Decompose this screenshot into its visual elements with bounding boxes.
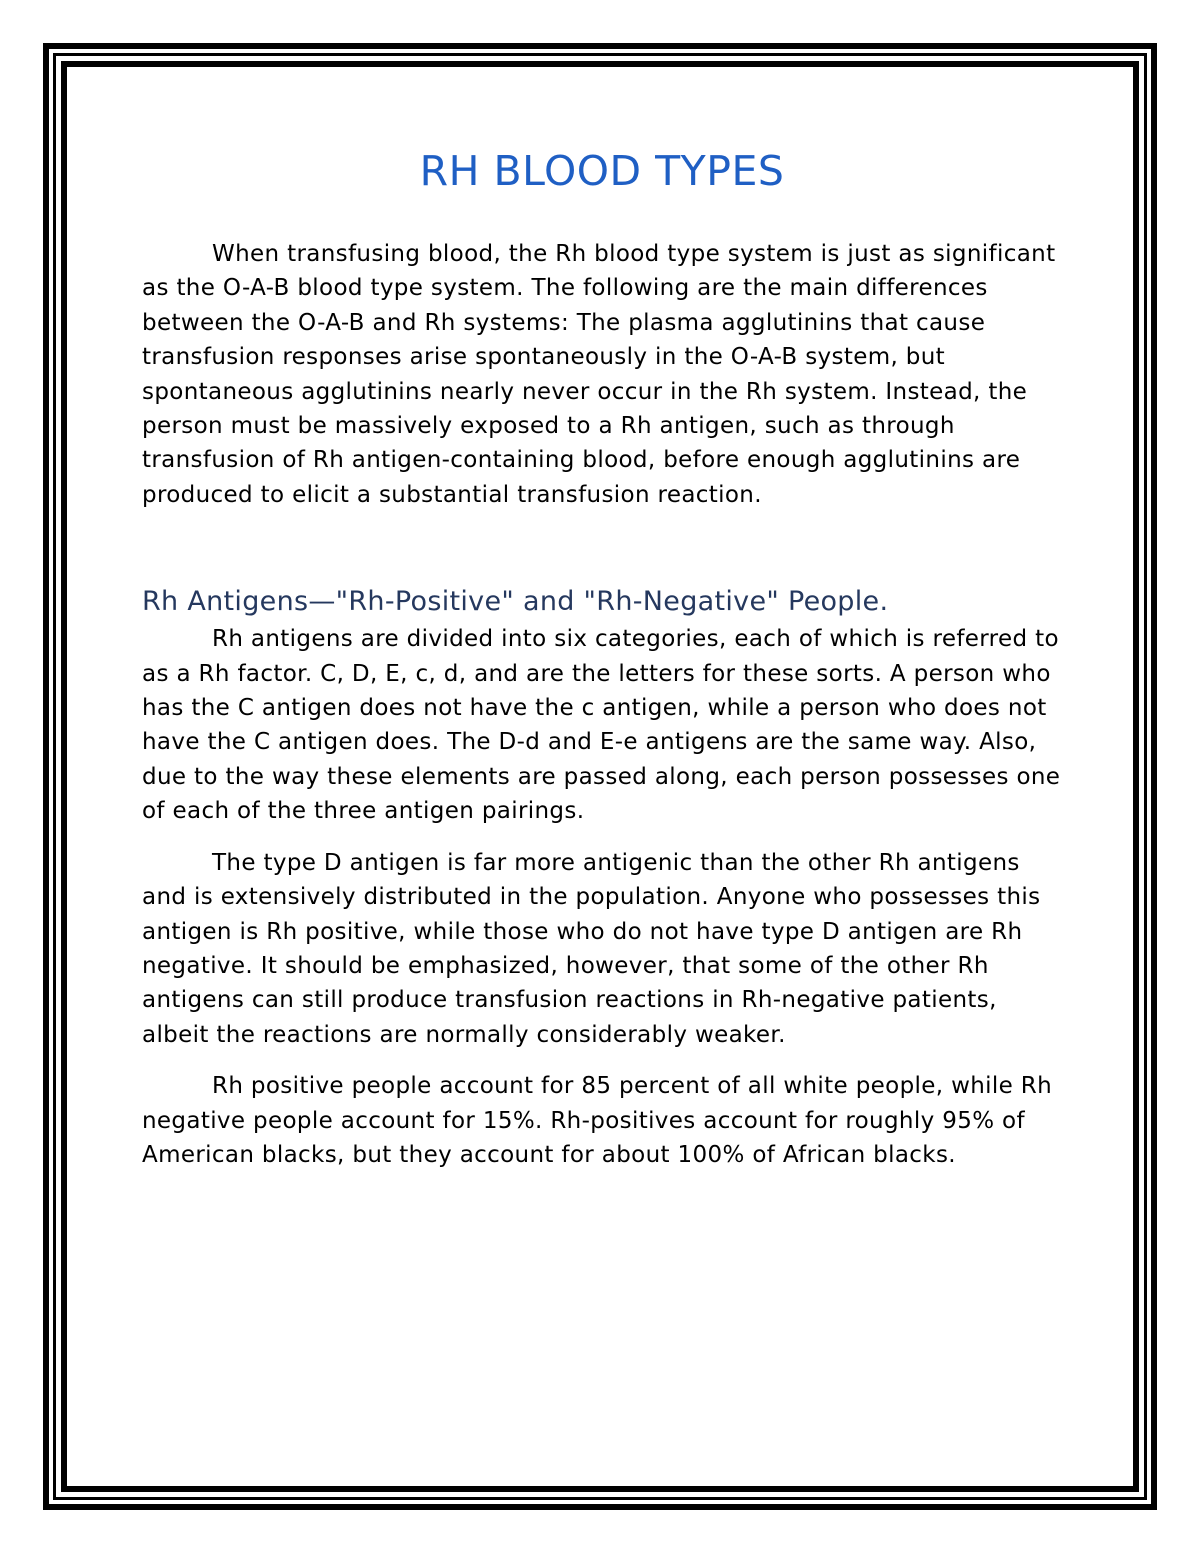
page-title: RH BLOOD TYPES [419, 147, 785, 195]
paragraph-population-stats: Rh positive people account for 85 percent of all white people, while Rh negative people account for 15%. Rh-positives account for roughly 95% of American blacks, but they account for about 100% of African blacks. [142, 1073, 1053, 1168]
paragraph-rh-factors: Rh antigens are divided into six categories, each of which is referred to as a Rh factor. C, D, E, c, d, and are the letters for these sorts. A person who has the C antigen does not have the c antigen, while a person who does not have the C antigen does. The D-d and E-e antigens are the same way. Also, due to the way these elements are passed along, each person possesses one of each of the three antigen pairings. [142, 626, 1061, 825]
intro-paragraph: When transfusing blood, the Rh blood type system is just as significant as the O-A-B blood type system. The following are the main differences between the O-A-B and Rh systems: The plasma agglutinins that cause transfusion responses arise spontaneously in the O-A-B system, but spontaneous agglutinins nearly never occur in the Rh system. Instead, the person must be massively exposed to a Rh antigen, such as through transfusion of Rh antigen-containing blood, before enough agglutinins are produced to elicit a substantial transfusion reaction. [142, 241, 1056, 508]
section-heading: Rh Antigens—"Rh-Positive" and "Rh-Negative" People. [142, 586, 889, 618]
document-body [142, 143, 1062, 1172]
paragraph-type-d-antigen: The type D antigen is far more antigenic than the other Rh antigens and is extensively distributed in the population. Anyone who possesses this antigen is Rh positive, while those who do not have type D antigen are Rh negative. It should be emphasized, however, that some of the other Rh antigens can still produce transfusion reactions in Rh-negative patients, albeit the reactions are normally considerably weaker. [142, 849, 1041, 1048]
